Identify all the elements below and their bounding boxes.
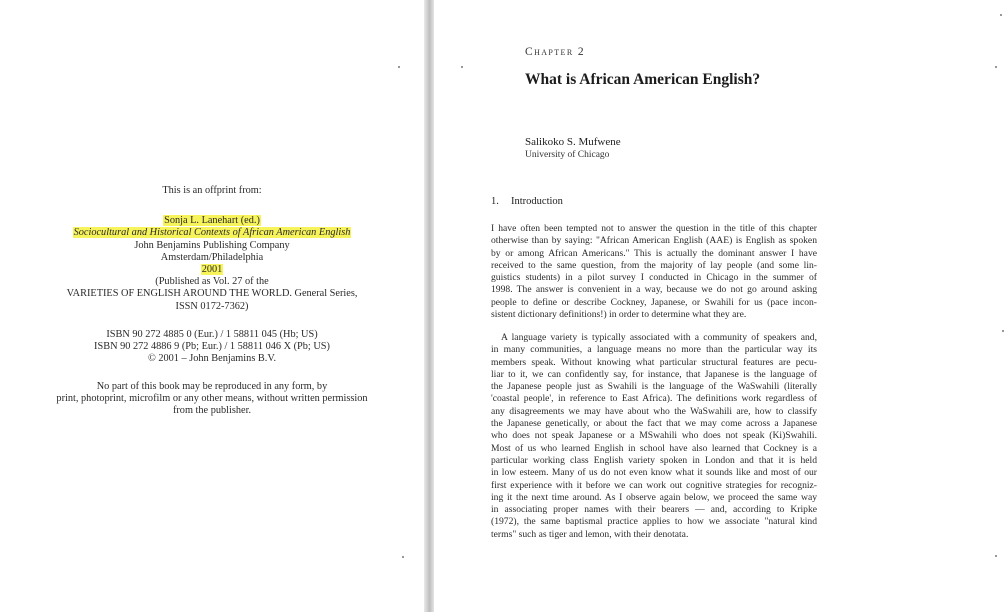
text-line: in many communities, a language means no more than the particular way its <box>491 344 817 356</box>
isbn-block <box>0 329 424 366</box>
text-line: the Japanese people just as Swahili is the language of the WaSwahili (literally <box>491 381 817 393</box>
offprint-page <box>0 0 424 612</box>
scan-speck <box>1000 14 1002 16</box>
text-line: members speak. Without knowing what particular structural features are pecu- <box>491 356 817 368</box>
publisher-location: Amsterdam/Philadelphia <box>160 251 264 263</box>
text-line: people to define or describe Cockney, Japanese, or Swahili for us (pace incon- <box>491 296 817 308</box>
author-name: Salikoko S. Mufwene <box>525 136 621 148</box>
series-name: VARIETIES OF ENGLISH AROUND THE WORLD. General Series, <box>66 288 358 300</box>
text-line: (1972), the same baptismal practice applies to how we associate "natural kind <box>491 516 817 528</box>
text-line: ing it the next time around. As I observe again below, we proceed the same way <box>491 491 817 503</box>
paragraph <box>491 332 817 541</box>
copyright-line: © 2001 – John Benjamins B.V. <box>147 353 277 365</box>
notice-line: from the publisher. <box>172 405 252 417</box>
publication-year: 2001 <box>201 264 223 276</box>
series-issn: ISSN 0172-7362) <box>175 300 249 312</box>
text-line: sistent dictionary definitions!) in order to determine what they are. <box>491 309 747 321</box>
scan-speck <box>995 66 997 68</box>
notice-line: No part of this book may be reproduced in any form, by <box>96 381 328 392</box>
editor-name: Sonja L. Lanehart (ed.) <box>164 215 260 227</box>
author-affiliation: University of Chicago <box>525 150 610 160</box>
text-line: any disagreements we may have about who the WaSwahili are, how to classify <box>491 405 817 417</box>
book-gutter <box>424 0 434 612</box>
paragraph <box>491 223 817 321</box>
text-line: guistics students) in a pilot survey I conducted in Chicago in the summer of <box>491 272 817 284</box>
scan-speck <box>1002 330 1004 332</box>
published-as: (Published as Vol. 27 of the <box>155 276 269 288</box>
text-line: terms" such as tiger and lemon, with their denotata. <box>491 528 689 540</box>
text-line: I have often been tempted not to answer the question in the title of this chapter <box>491 223 817 234</box>
section-number: 1. <box>491 196 499 207</box>
text-line: particular working class English variety spoken in London and that it is held <box>491 454 817 466</box>
text-line: liar to it, we can confidently say, for instance, that Japanese is the language of <box>491 368 817 380</box>
text-line: 'coastal people', in reference to East Africa). The definitions work regardless of <box>491 393 817 405</box>
offprint-block <box>0 185 424 313</box>
text-line: the Japanese genetically, or about the fact that we may come across a Japanese <box>491 418 817 430</box>
text-line: 1998. The answer is convenient in a way, because we do not go around asking <box>491 284 817 296</box>
scan-speck <box>461 66 463 68</box>
text-line: in low esteem. Many of us do not even know what it sounds like and most of our <box>491 467 817 479</box>
chapter-title: What is African American English? <box>525 71 761 88</box>
publisher-name: John Benjamins Publishing Company <box>134 239 290 251</box>
chapter-page <box>434 0 1008 612</box>
chapter-label: Chapter 2 <box>525 46 586 58</box>
text-line: first experience with it before we can work out cognitive strategies for recogniz- <box>491 479 817 491</box>
scan-speck <box>995 555 997 557</box>
isbn-line: ISBN 90 272 4885 0 (Eur.) / 1 58811 045 (Hb; US) <box>106 329 318 340</box>
text-line: received to the same question, from the majority of lay people (and some lin- <box>491 259 817 271</box>
section-title: Introduction <box>511 196 563 207</box>
book-title: Sociocultural and Historical Contexts of African American English <box>73 227 351 239</box>
scan-speck <box>402 556 404 558</box>
text-line: by or among African Americans." This is actually the dominant answer I have <box>491 247 817 259</box>
text-line: otherwise than by saying: "African American English (AAE) is English as spoken <box>491 235 817 247</box>
permission-notice <box>0 381 424 418</box>
offprint-notice: This is an offprint from: <box>162 185 262 196</box>
isbn-line: ISBN 90 272 4886 9 (Pb; Eur.) / 1 58811 046 X (Pb; US) <box>94 341 330 353</box>
text-line: A language variety is typically associated with a community of speakers and, <box>501 332 817 343</box>
text-line: Most of us who learned English in school have also learned that Cockney is a <box>491 442 817 454</box>
text-line: who does not speak Japanese or a MSwahili who does not speak (Ki)Swahili. <box>491 430 817 442</box>
text-line: in associating proper names with their bearers — and, according to Kripke <box>491 504 817 516</box>
section-heading <box>491 196 563 207</box>
notice-line: print, photoprint, microfilm or any other means, without written permission <box>56 393 368 405</box>
scan-speck <box>398 66 400 68</box>
